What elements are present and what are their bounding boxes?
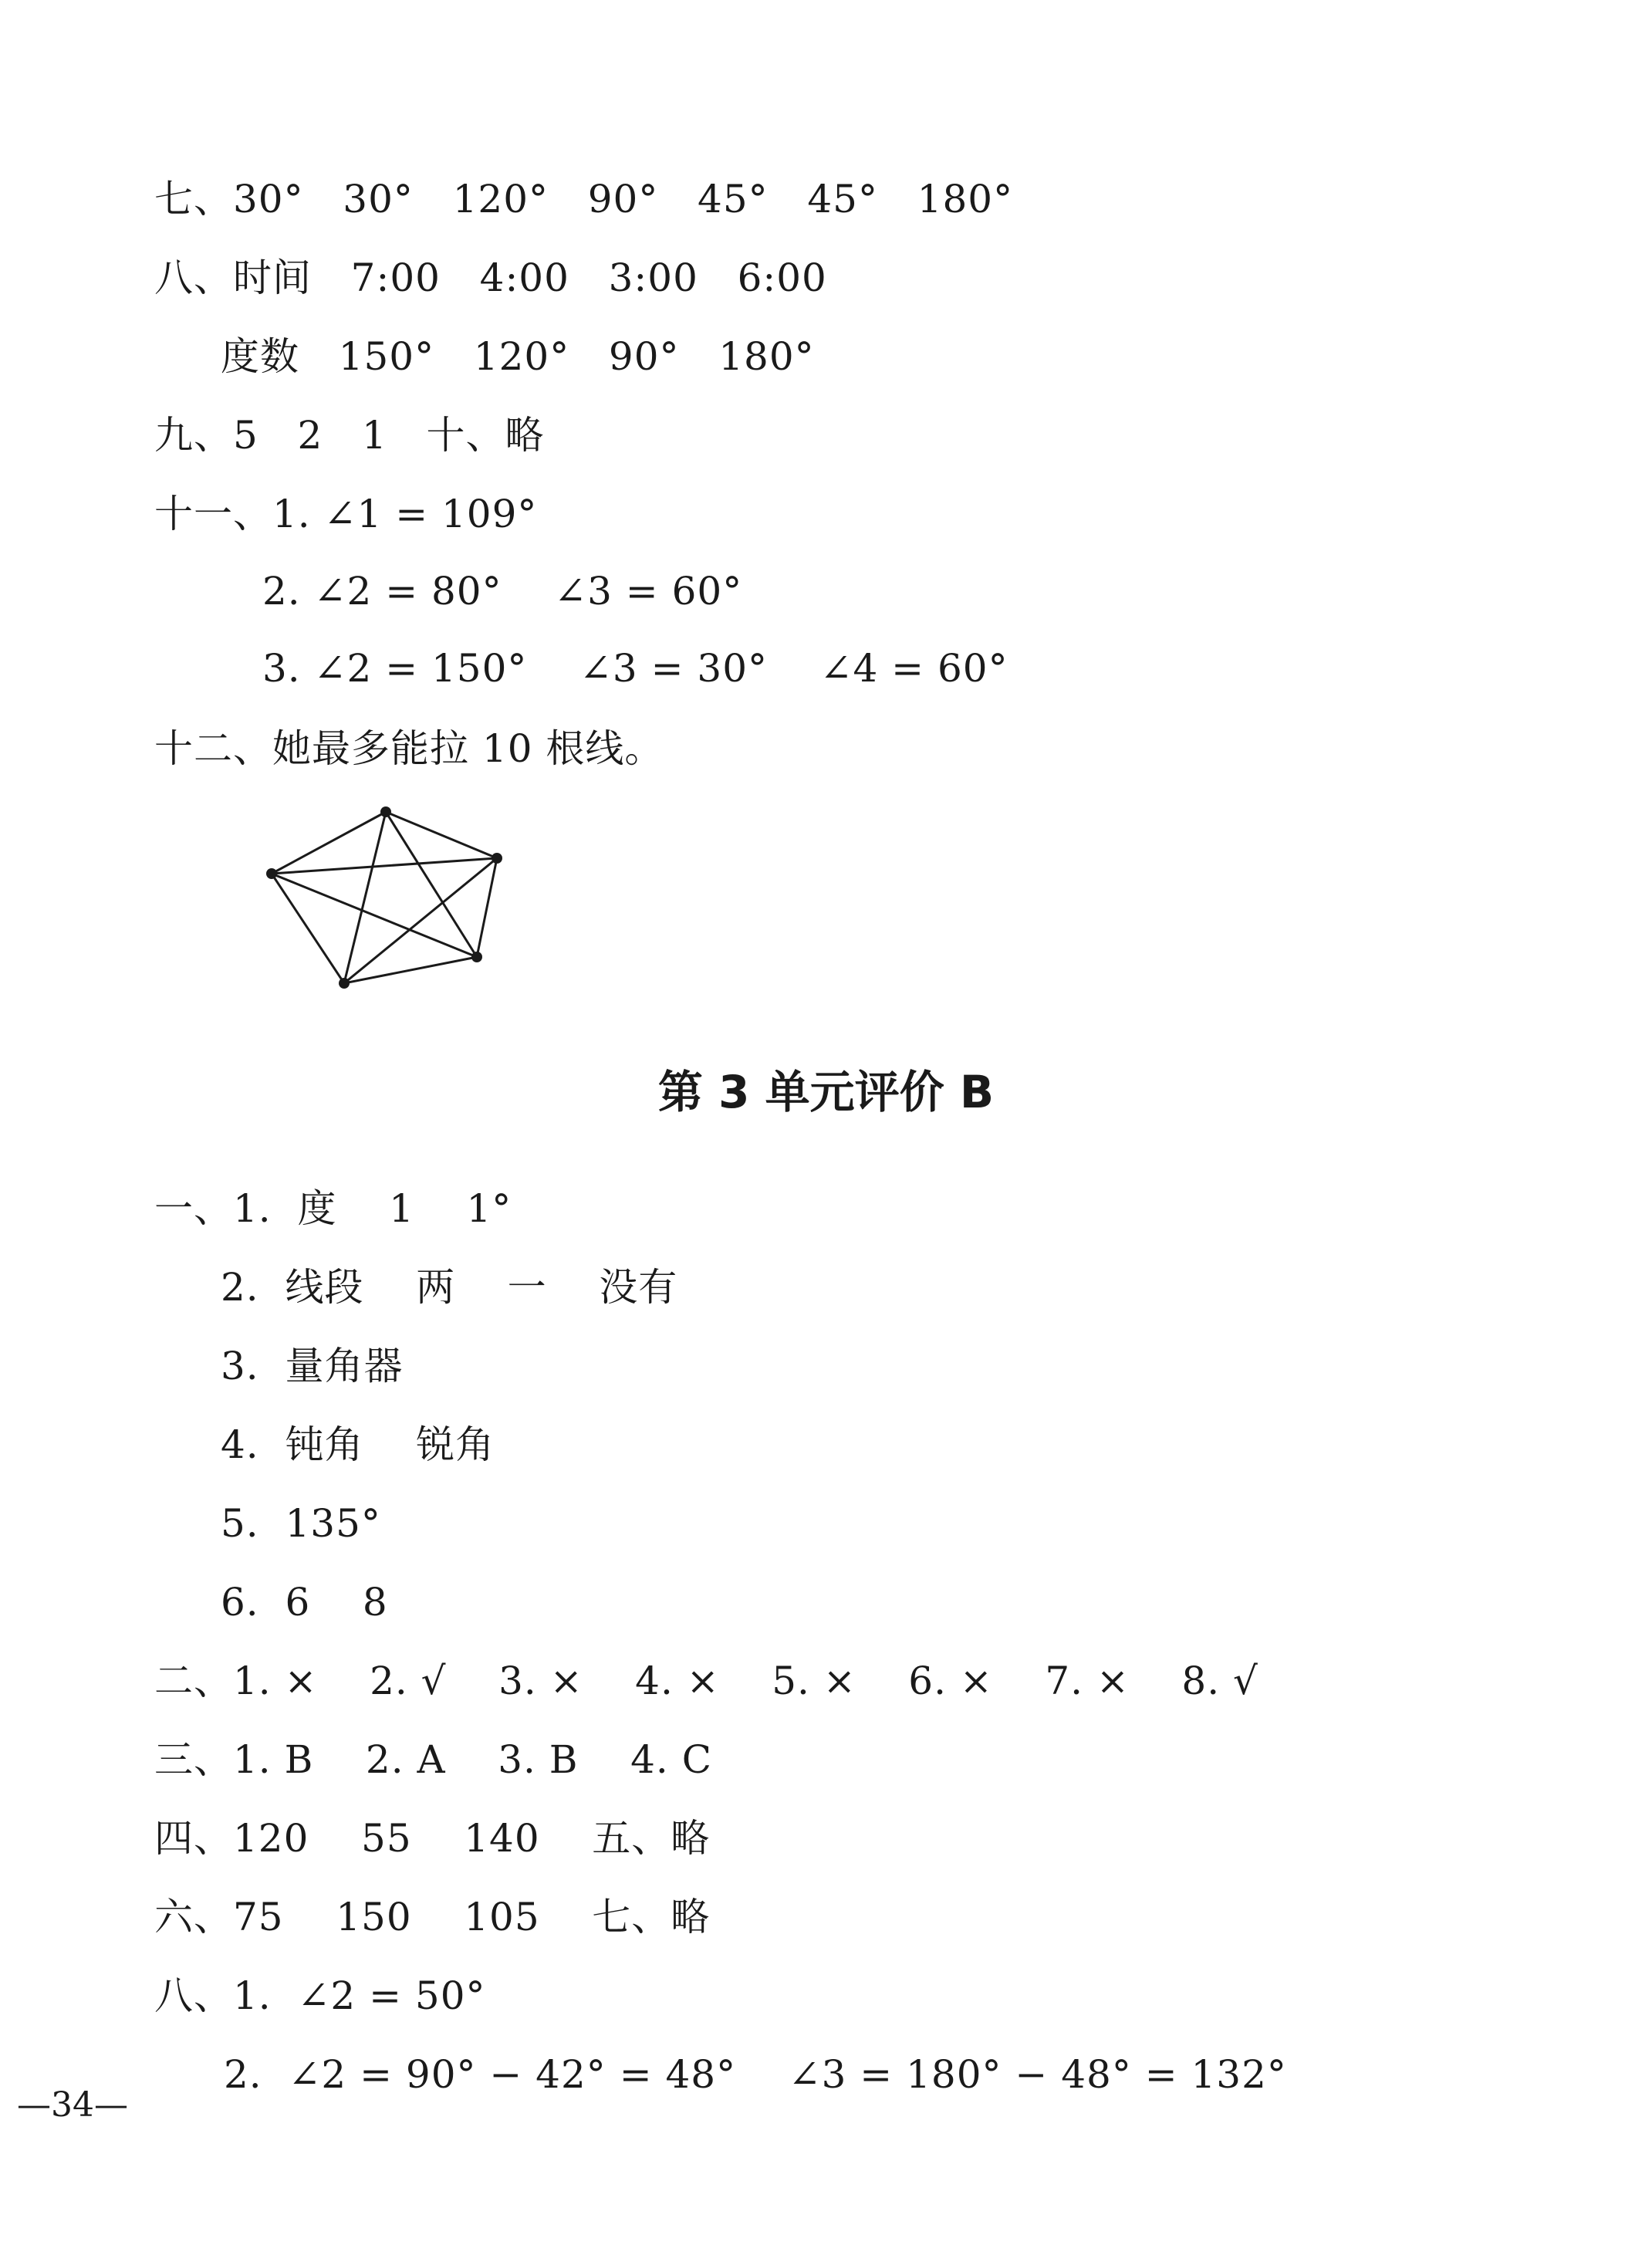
answer-s2: 二、1. × 2. √ 3. × 4. × 5. × 6. × 7. × 8. √: [154, 1659, 1258, 1703]
answer-q8-time: 八、时间 7:00 4:00 3:00 6:00: [154, 255, 827, 300]
line-bd: [344, 858, 497, 983]
answer-s3: 三、1. B 2. A 3. B 4. C: [154, 1737, 712, 1782]
answer-q12: 十二、她最多能拉 10 根线。: [154, 726, 664, 771]
point-d: [339, 978, 350, 989]
point-c: [471, 952, 482, 962]
line-ea: [272, 812, 386, 874]
answer-q11-3: 3. ∠2 = 150° ∠3 = 30° ∠4 = 60°: [262, 646, 1008, 691]
answer-q9-q10: 九、5 2 1 十、略: [154, 413, 545, 458]
line-be: [272, 858, 497, 874]
point-b: [492, 853, 502, 864]
answer-s1-2: 2. 线段 两 一 没有: [221, 1265, 678, 1310]
answer-s6-s7: 六、75 150 105 七、略: [154, 1895, 711, 1939]
figure-lines: [272, 812, 497, 983]
answer-s1-3: 3. 量角器: [221, 1344, 404, 1388]
line-de: [272, 874, 344, 983]
answer-q11-1: 十一、1. ∠1 = 109°: [154, 492, 538, 536]
answer-q8-degrees: 度数 150° 120° 90° 180°: [221, 334, 815, 379]
answer-q7: 七、30° 30° 120° 90° 45° 45° 180°: [154, 177, 1014, 221]
answer-s1-6: 6. 6 8: [221, 1580, 388, 1625]
answer-s8-2: 2. ∠2 = 90° − 42° = 48° ∠3 = 180° − 48° = 132°: [224, 2052, 1287, 2097]
answer-s1-1: 一、1. 度 1 1°: [154, 1186, 512, 1231]
pentagon-lines-figure: [255, 795, 517, 996]
line-ad: [344, 812, 386, 983]
figure-points: [266, 806, 502, 989]
answer-s1-4: 4. 钝角 锐角: [221, 1422, 495, 1467]
answer-q11-2: 2. ∠2 = 80° ∠3 = 60°: [262, 569, 743, 614]
line-ce: [272, 874, 477, 957]
answer-s1-5: 5. 135°: [221, 1501, 381, 1546]
line-cd: [344, 957, 477, 983]
point-a: [380, 806, 391, 817]
point-e: [266, 868, 277, 879]
answer-s4-s5: 四、120 55 140 五、略: [154, 1816, 711, 1861]
page-number: —34—: [17, 2085, 128, 2125]
section-title: 第 3 单元评价 B: [657, 1066, 995, 1118]
answer-s8-1: 八、1. ∠2 = 50°: [154, 1973, 486, 2018]
line-ab: [386, 812, 497, 858]
